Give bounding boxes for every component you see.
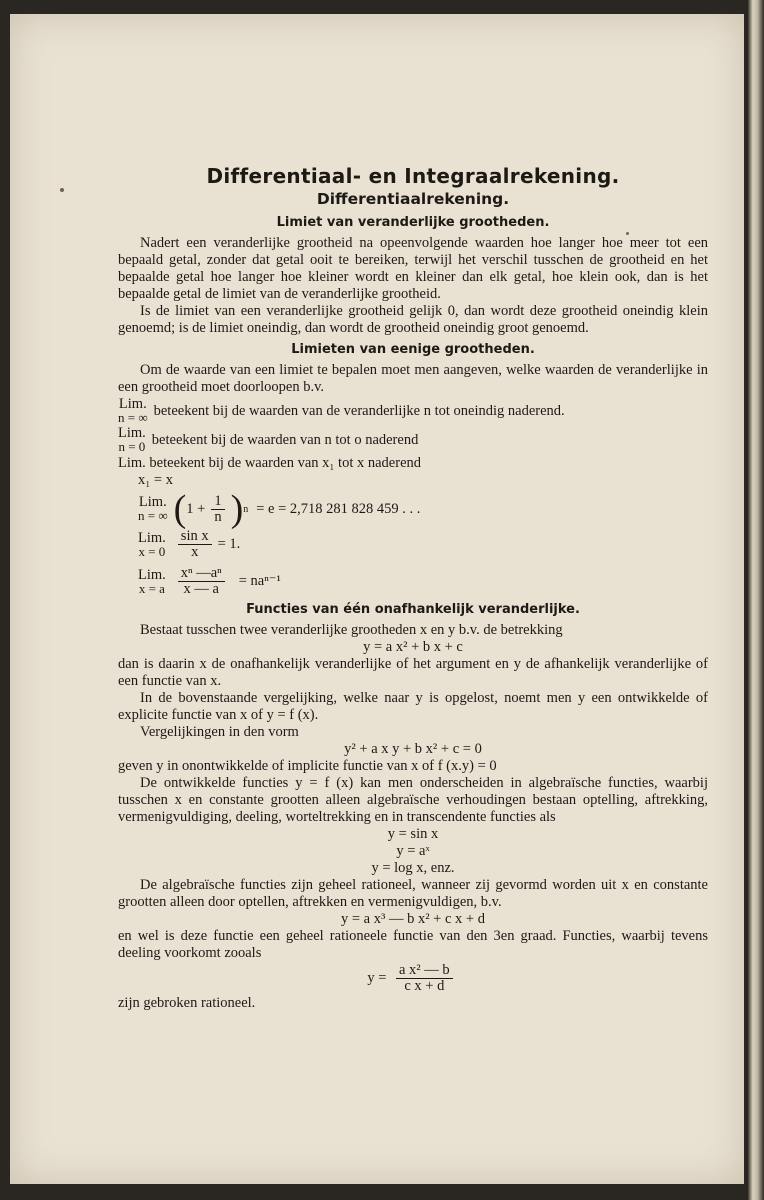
section-title: Differentiaalrekening.: [316, 190, 510, 208]
equation: y = aˣ: [396, 843, 430, 859]
paragraph: zijn gebroken rationeel.: [118, 995, 256, 1011]
heading-limiet: Limiet van veranderlijke grootheden.: [276, 215, 550, 230]
speck: [60, 188, 64, 192]
limit-label: Lim. n = ∞: [118, 396, 148, 425]
paragraph: In de bovenstaande vergelijking, welke naar y is opgelost, noemt men y een ontwikkelde of explicite functie van x of y = f (x).: [118, 690, 708, 723]
paragraph: Vergelijkingen in den vorm: [140, 724, 299, 740]
heading-limieten: Limieten van eenige grootheden.: [291, 342, 535, 357]
limit-e: Lim. n = ∞ ( 1 + $\frac{1}{n}$ ) n = e = 2,718 281 828 459 . . .: [138, 488, 421, 530]
limit-label: Lim. n = 0: [118, 425, 146, 454]
page-edge: [748, 0, 764, 1200]
limit-text: beteekent bij de waarden van n tot o naderend: [151, 431, 419, 448]
paragraph: dan is daarin x de onafhankelijk veranderlijke of het argument en y de afhankelijk veranderlijke of een functie van x.: [118, 656, 708, 689]
equation: y = a x³ — b x² + c x + d: [341, 911, 485, 927]
paragraph: Om de waarde van een limiet te bepalen moet men aangeven, welke waarden de veranderlijke in een grootheid moet doorloopen b.v.: [118, 362, 708, 395]
heading-functies: Functies van één onafhankelijk veranderlijke.: [246, 602, 580, 617]
limit-text: Lim. beteekent bij de waarden van x₁ tot x naderend: [118, 455, 421, 471]
page-title: Differentiaal- en Integraalrekening.: [206, 164, 620, 188]
page-content: [118, 164, 708, 1012]
paragraph: Nadert een veranderlijke grootheid na opeenvolgende waarden hoe langer hoe meer tot een bepaald getal, zonder dat getal ooit te bereiken, terwijl het verschil tusschen de grootheid en het bepaalde getal hoe langer hoe kleiner wordt en kleiner dan elk getal, hoe klein ook, dan is het bepaalde getal de limiet van de veranderlijke grootheid.: [118, 235, 708, 302]
limit-row-3: [118, 455, 708, 489]
paragraph: De ontwikkelde functies y = f (x) kan men onderscheiden in algebraïsche functies, waarbij tusschen x en constante grootten alleen algebraïsche verhoudingen bestaan optelling, aftrekking, vermenigvuldiging, deeling, worteltrekking en in transcendente functies als: [118, 775, 708, 825]
paragraph: geven y in onontwikkelde of implicite functie van x of f (x.y) = 0: [118, 758, 497, 774]
equation-fraction: y = $\frac{\text{a x² — b}}{\text{c x + d}}$: [118, 963, 708, 994]
equation: y² + a x y + b x² + c = 0: [344, 741, 482, 757]
limit-power: Lim. x = a $\frac{\text{xⁿ —aⁿ}}{x — a}$ = naⁿ⁻¹: [138, 565, 281, 597]
paragraph: Bestaat tusschen twee veranderlijke grootheden x en y b.v. de betrekking: [140, 622, 563, 638]
paragraph: Is de limiet van een veranderlijke grootheid gelijk 0, dan wordt deze grootheid oneindig klein genoemd; is de limiet oneindig, dan wordt de grootheid oneindig groot genoemd.: [118, 303, 708, 336]
limit-sin: Lim. x = 0 $\frac{\text{sin x}}{x}$ = 1.: [138, 528, 241, 560]
limit-row-1: [118, 397, 708, 425]
limit-row-2: [118, 426, 708, 454]
paragraph: en wel is deze functie een geheel rationeele functie van den 3en graad. Functies, waarbij tevens deeling voorkomt zooals: [118, 928, 708, 961]
equation: y = sin x: [387, 826, 439, 842]
limit-text: beteekent bij de waarden van de veranderlijke n tot oneindig naderend.: [153, 402, 565, 419]
paragraph: De algebraïsche functies zijn geheel rationeel, wanneer zij gevormd worden uit x en constante grootten alleen door optellen, aftrekken en vermenigvuldigen, b.v.: [118, 877, 708, 910]
limit-sub: x₁ = x: [138, 472, 173, 488]
equation: y = a x² + b x + c: [363, 639, 463, 655]
equation: y = log x, enz.: [371, 860, 455, 876]
